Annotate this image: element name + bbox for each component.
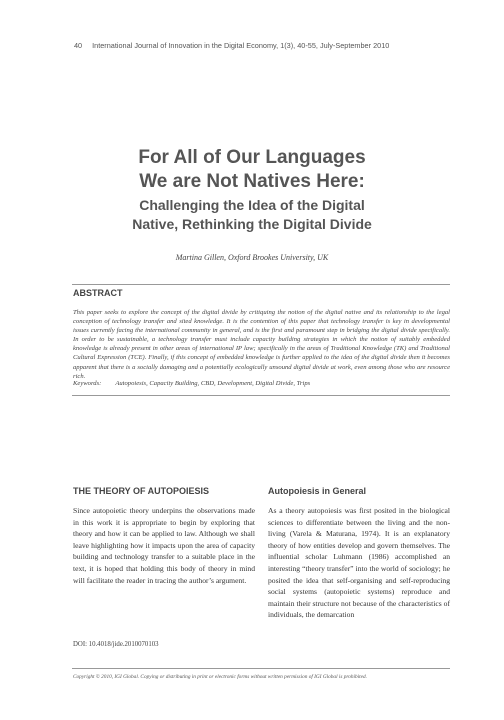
doi: DOI: 10.4018/jide.2010070103 <box>73 641 159 648</box>
keywords-label: Keywords: <box>73 380 102 387</box>
article-title <box>60 146 444 194</box>
author-affiliation: Martina Gillen, Oxford Brookes University, UK <box>175 253 329 262</box>
abstract-text: This paper seeks to explore the concept of the digital divide by critiquing the notion of the digital native and its relationship to the legal conception of technology transfer and sited knowledge. It is the contention of this paper that technology transfer is key in developmental issues currently facing the international community in general, and is the first and paramount step in bridging the digital divide specifically. In order to be sustainable, a technology transfer must include capacity building strategies in which the notion of suitably embedded knowledge is already present in other areas of international IP law; specifically in the areas of Traditional Knowledge (TK) and Traditional Cultural Expression (TCE). Finally, if this concept of embedded knowledge is further applied to the idea of the digital divide then it becomes apparent that there is a socially damaging and a potentially ecologically unsound digital divide at work, even among those who are resource rich. <box>73 309 450 380</box>
divider-bottom <box>72 395 450 396</box>
subtitle-line-1: Challenging the Idea of the Digital <box>139 197 365 213</box>
column-right-text <box>268 505 450 621</box>
keywords-line <box>73 380 450 387</box>
article-subtitle <box>60 196 444 234</box>
journal-citation: International Journal of Innovation in the Digital Economy, 1(3), 40-55, July-September 2010 <box>92 41 390 50</box>
running-header <box>74 41 389 50</box>
column-left-text <box>73 505 255 586</box>
section-heading-general: Autopoiesis in General <box>268 486 367 496</box>
divider-footer <box>72 668 450 669</box>
page-number: 40 <box>74 41 83 50</box>
title-line-2: We are Not Natives Here: <box>139 171 365 192</box>
subtitle-line-2: Native, Rethinking the Digital Divide <box>132 216 372 232</box>
copyright-notice: Copyright © 2010, IGI Global. Copying or distributing in print or electronic forms without written permission of IGI Global is prohibited. <box>73 674 367 680</box>
abstract-heading: ABSTRACT <box>73 288 123 298</box>
paragraph: Since autopoietic theory underpins the observations made in this work it is appropriate to begin by exploring that theory and how it can be applied to law. Although we shall leave highlighting how it impacts upon the area of capacity building and technology transfer to a suitable place in the text, it is hoped that holding this body of theory in mind will facilitate the reader in tracing the author’s argument. <box>73 506 255 585</box>
paragraph: As a theory autopoiesis was first posited in the biological sciences to differentiate between the living and the non-living (Varela & Maturana, 1974). It is an explanatory theory of how entities develop and govern themselves. The influential scholar Luhmann (1986) accomplished an interesting “theory transfer” into the world of sociology; he posited the idea that self-organising and self-reproducing social systems (autopoietic systems) reproduce and maintain their structure not because of the characteristics of individuals, the demarcation <box>268 506 450 620</box>
title-line-1: For All of Our Languages <box>138 147 366 168</box>
section-heading-theory: THE THEORY OF AUTOPOIESIS <box>73 486 210 496</box>
divider-top <box>72 284 450 285</box>
keywords-list: Autopoiesis, Capacity Building, CBD, Development, Digital Divide, Trips <box>115 380 311 387</box>
